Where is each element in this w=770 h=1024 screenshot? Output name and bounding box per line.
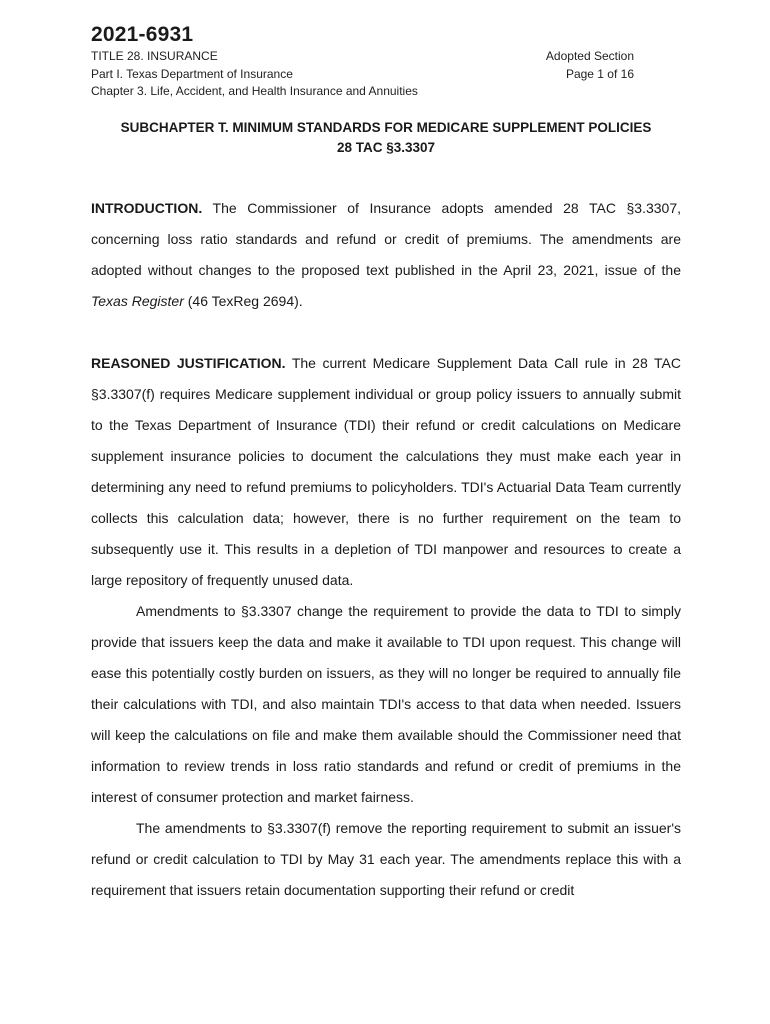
justification-text-1: The current Medicare Supplement Data Call rule in 28 TAC §3.3307(f) requires Medicare supplement individual or group policy issuers to annually submit to the Texas Department of Insurance (TDI) their refund or credit calculations on Medicare supplement insurance policies to document the calculations they must make each year in determining any need to refund premiums to policyholders. TDI's Actuarial Data Team currently collects this calculation data; however, there is no further requirement on the team to subsequently use it. This results in a depletion of TDI manpower and resources to create a large repository of frequently unused data. [91,354,681,588]
header-row-2 [91,66,681,84]
justification-paragraph-3: The amendments to §3.3307(f) remove the reporting requirement to submit an issuer's refund or credit calculation to TDI by May 31 each year. The amendments replace this with a requirement that issuers retain documentation supporting their refund or credit [91,819,681,898]
subchapter-heading [91,118,681,158]
document-number: 2021-6931 [91,23,194,46]
section-reference: 28 TAC §3.3307 [336,139,436,155]
title-line: TITLE 28. INSURANCE [91,49,218,63]
publication-name: Texas Register [91,292,184,309]
section-status: Adopted Section [545,49,634,63]
justification-label: REASONED JUSTIFICATION. [91,354,286,371]
header-row-1 [91,48,681,66]
page-number: Page 1 of 16 [565,66,634,81]
justification-paragraph-2: Amendments to §3.3307 change the requirement to provide the data to TDI to simply provide that issuers keep the data and make it available to TDI upon request. This change will ease this potentially costly burden on issuers, as they will no longer be required to annually file their calculations with TDI, and also maintain TDI's access to that data when needed. Issuers will keep the calculations on file and make them available should the Commissioner need that information to review trends in loss ratio standards and refund or credit of premiums in the interest of consumer protection and market fairness. [91,602,681,805]
introduction-text: The Commissioner of Insurance adopts amended 28 TAC §3.3307, concerning loss ratio standards and refund or credit of premiums. The amendments are adopted without changes to the proposed text published in the April 23, 2021, issue of the [91,199,681,278]
header-row-3 [91,83,681,101]
chapter-line: Chapter 3. Life, Accident, and Health Insurance and Annuities [91,84,418,98]
introduction-paragraph [91,193,681,317]
part-line: Part I. Texas Department of Insurance [91,66,293,81]
introduction-citation: (46 TexReg 2694). [183,292,303,309]
justification-paragraph-1 [91,348,681,596]
introduction-label: INTRODUCTION. [91,199,203,216]
subchapter-title: SUBCHAPTER T. MINIMUM STANDARDS FOR MEDICARE SUPPLEMENT POLICIES [120,119,652,135]
document-page [91,22,681,906]
